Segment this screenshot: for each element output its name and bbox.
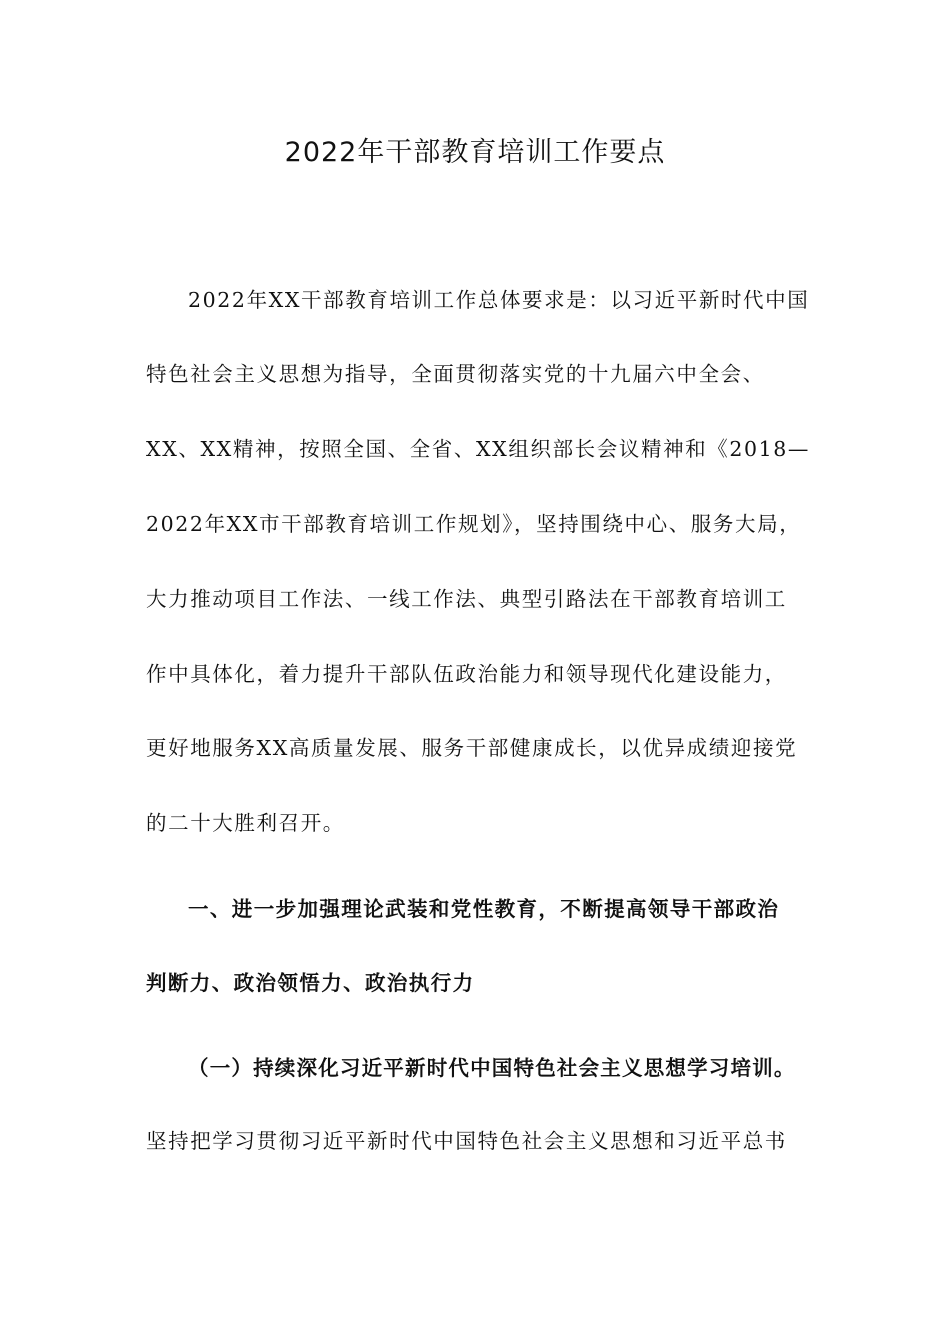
subsection-heading: （一）持续深化习近平新时代中国特色社会主义思想学习培训。 <box>188 1056 796 1080</box>
paragraph-line: 作中具体化，着力提升干部队伍政治能力和领导现代化建设能力， <box>146 662 787 686</box>
paragraph-line: 大力推动项目工作法、一线工作法、典型引路法在干部教育培训工 <box>146 587 787 611</box>
paragraph-line: 坚持把学习贯彻习近平新时代中国特色社会主义思想和习近平总书 <box>146 1129 787 1153</box>
paragraph-line: 更好地服务XX高质量发展、服务干部健康成长，以优异成绩迎接党 <box>146 736 798 760</box>
paragraph-line: 的二十大胜利召开。 <box>146 811 345 835</box>
section-heading-line: 一、进一步加强理论武装和党性教育，不断提高领导干部政治 <box>188 897 780 921</box>
paragraph-line: XX、XX精神，按照全国、全省、XX组织部长会议精神和《2018— <box>146 437 811 461</box>
paragraph-line: 特色社会主义思想为指导，全面贯彻落实党的十九届六中全会、 <box>146 362 765 386</box>
section-heading-line: 判断力、政治领悟力、政治执行力 <box>146 971 475 995</box>
paragraph-line: 2022年XX市干部教育培训工作规划》，坚持围绕中心、服务大局， <box>146 512 802 536</box>
paragraph-line: 2022年XX干部教育培训工作总体要求是：以习近平新时代中国 <box>188 288 810 312</box>
document-title: 2022年干部教育培训工作要点 <box>284 137 666 168</box>
